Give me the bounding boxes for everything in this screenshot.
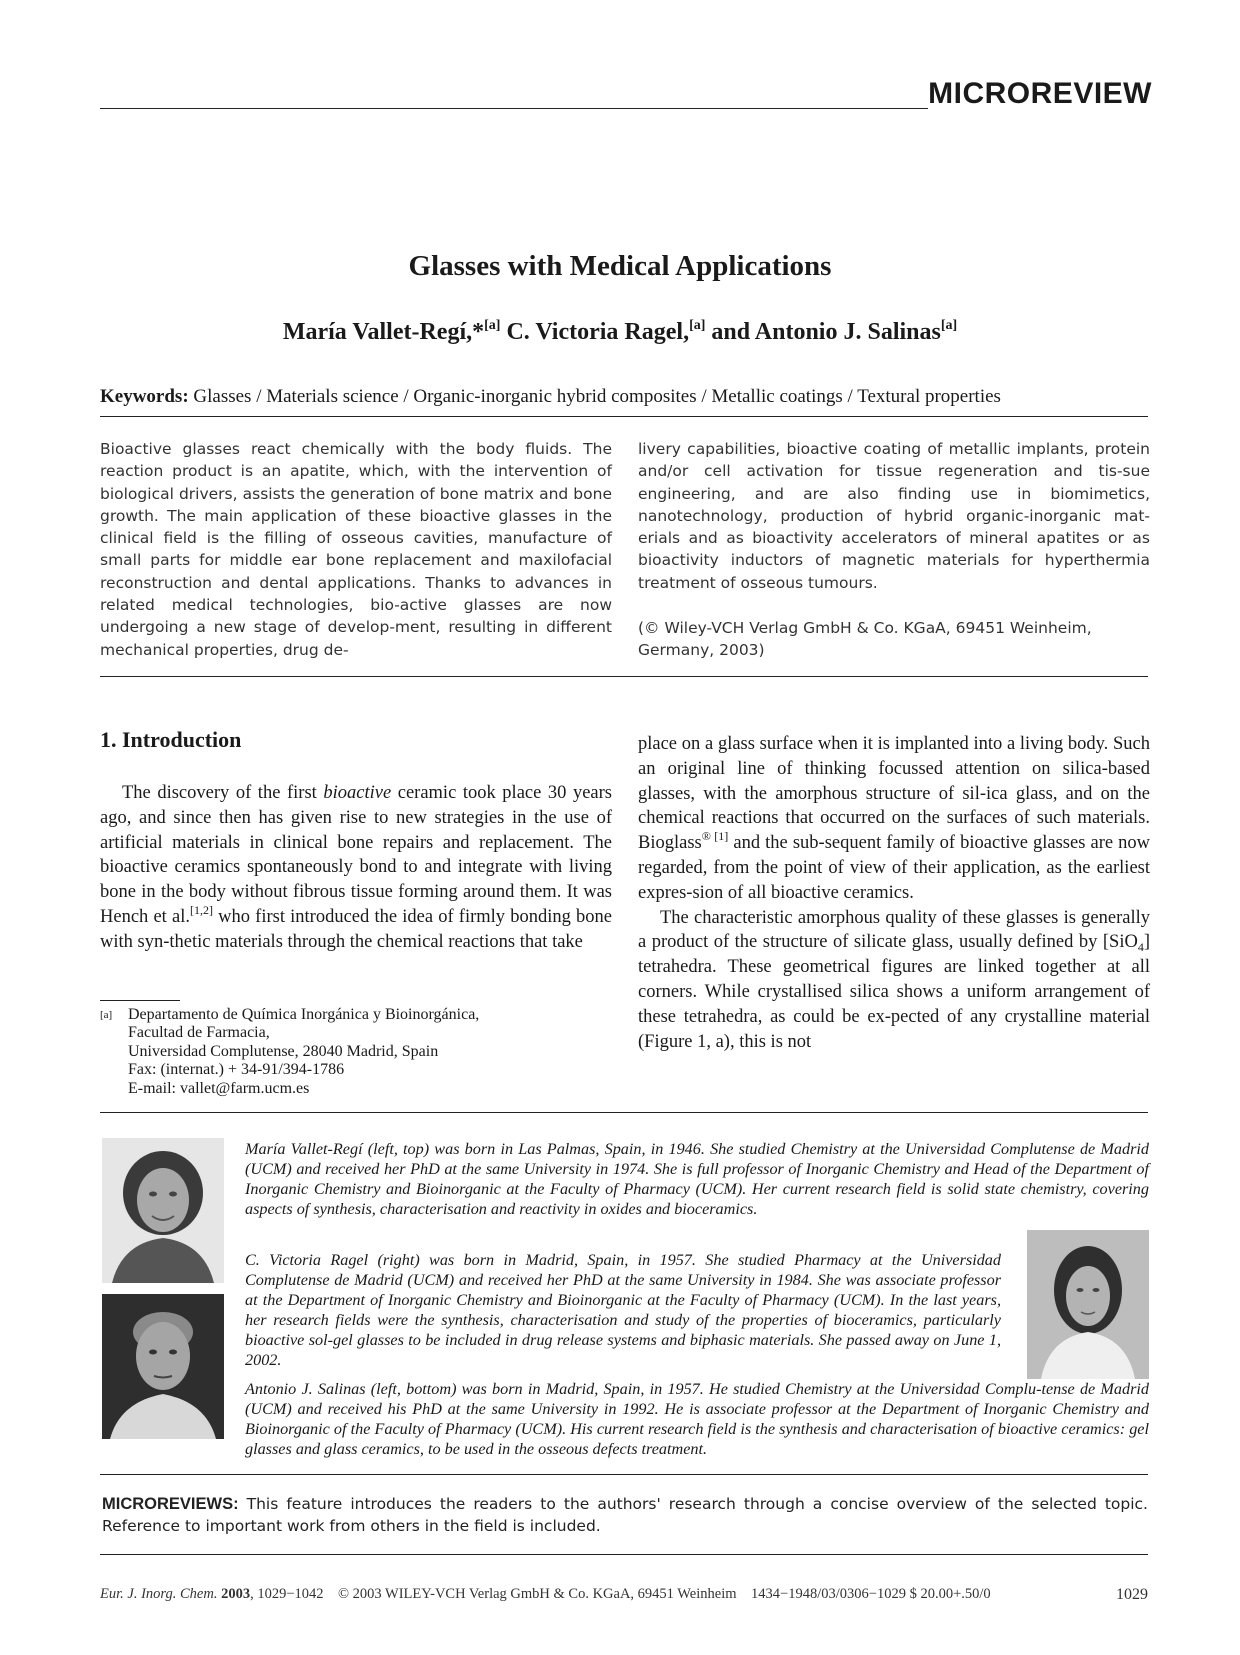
author-name: and Antonio J. Salinas — [705, 319, 941, 345]
author-name: C. Victoria Ragel, — [500, 319, 690, 345]
abstract-left-column: Bioactive glasses react chemically with the body fluids. The reaction product is an apatite, which, with the intervention of biological drivers, assists the generation of bone matrix and bone growth. The main application of these bioactive glasses in the clinical field is the filling of osseous cavities, manufacture of small parts for middle ear bone replacement and maxilofacial reconstruction and dental applications. Thanks to advances in related medical technologies, bio-active glasses are now undergoing a new stage of develop-ment, resulting in different mechanical properties, drug de- — [100, 440, 612, 659]
intro-right-column — [638, 732, 1150, 1054]
affiliation-footnote — [100, 1006, 612, 1098]
author-affiliation: [a] — [484, 318, 501, 333]
text-run: who first introduced the idea of firmly bonding bone with syn-thetic materials through the chemical reactions that take — [100, 906, 612, 952]
footer-copyright: © 2003 WILEY-VCH Verlag GmbH & Co. KGaA, 69451 Weinheim — [338, 1586, 737, 1602]
subscript: 4 — [1137, 940, 1144, 955]
abstract-bottom-rule — [100, 676, 1148, 677]
page-number: 1029 — [1116, 1586, 1148, 1603]
author-affiliation: [a] — [940, 318, 958, 333]
author-photo-salinas — [102, 1294, 224, 1439]
registered-mark: ® — [701, 829, 711, 844]
citation-ref: [1,2] — [189, 902, 213, 917]
text-run: The discovery of the first — [122, 783, 324, 803]
footnote-rule — [100, 1000, 180, 1001]
bios-top-rule — [100, 1112, 1148, 1113]
footnote-line: Departamento de Química Inorgánica y Bioinorgánica, — [128, 1006, 480, 1023]
abstract-top-rule — [100, 416, 1148, 417]
page-footer — [100, 1586, 1148, 1603]
author-photo-ragel — [1027, 1230, 1149, 1379]
footer-issn: 1434−1948/03/0306−1029 $ 20.00+.50/0 — [751, 1586, 991, 1602]
abstract-right-column: livery capabilities, bioactive coating of metallic implants, protein and/or cell activation for tissue regeneration and tis-sue engineering, and are also finding use in biomimetics, nanotechnology, production of hybrid organic-inorganic mat-erials and as bioactivity accelerators of mineral apatites or as bioactivity inductors of magnetic materials for hyperthermia treatment of osseous tumours. — [638, 440, 1150, 592]
author-bio: C. Victoria Ragel (right) was born in Madrid, Spain, in 1957. She studied Pharmacy at the Universidad Complutense de Madrid (UCM) and received her PhD at the same University in 1984. She was associate professor at the Department of Inorganic Chemistry and Bioinorganic at the Faculty of Pharmacy (UCM). In the last years, her research fields were the synthesis, characterisation and study of the properties of bioceramics, particularly bioactive sol-gel glasses to be included in drug release systems and biphasic materials. She passed away on June 1, 2002. — [245, 1251, 1001, 1369]
microreviews-label: MICROREVIEWS: — [102, 1495, 239, 1513]
author-bio: María Vallet-Regí (left, top) was born in Las Palmas, Spain, in 1946. She studied Chemistry at the Universidad Complutense de Madrid (UCM) and received her PhD at the same University in 1974. She is full professor of Inorganic Chemistry and Head of the Department of Inorganic Chemistry and Bioinorganic at the Faculty of Pharmacy (UCM). Her current research field is solid state chemistry, covering aspects of synthesis, characterisation and reactivity in oxides and bioceramics. — [245, 1140, 1149, 1218]
footnote-mark: [a] — [100, 1009, 113, 1021]
journal-name: Eur. J. Inorg. Chem. — [100, 1586, 218, 1602]
article-title: Glasses with Medical Applications — [408, 250, 832, 282]
keywords-text: Glasses / Materials science / Organic-inorganic hybrid composites / Metallic coatings / Textural properties — [193, 386, 1001, 407]
footnote-line: Facultad de Farmacia, — [128, 1024, 270, 1042]
footnote-line: Universidad Complutense, 28040 Madrid, Spain — [128, 1042, 439, 1060]
journal-year: 2003 — [221, 1586, 251, 1602]
microreviews-bottom-rule — [100, 1554, 1148, 1555]
keywords — [100, 386, 1150, 408]
keywords-label: Keywords: — [100, 386, 189, 407]
author-photo-vallet-regi — [102, 1138, 224, 1283]
text-run: The characteristic amorphous quality of these glasses is generally a product of the structure of silicate glass, usually defined by [SiO — [638, 907, 1150, 953]
journal-pages: , 1029−1042 — [250, 1586, 324, 1602]
footnote-line: Fax: (internat.) + 34-91/394-1786 — [128, 1061, 345, 1079]
citation-ref: [1] — [710, 829, 729, 844]
section-label: MICROREVIEW — [928, 77, 1152, 110]
abstract-copyright: (© Wiley-VCH Verlag GmbH & Co. KGaA, 69451 Weinheim, Germany, 2003) — [638, 619, 1092, 660]
section-heading: 1. Introduction — [100, 727, 242, 752]
microreviews-note — [102, 1493, 1148, 1538]
author-bio: Antonio J. Salinas (left, bottom) was born in Madrid, Spain, in 1957. He studied Chemistry at the Universidad Complu-tense de Madrid (UCM) and received his PhD at the same University in 1992. He is associate professor at the Department of Inorganic Chemistry and Bioinorganic of the Faculty of Pharmacy (UCM). His current research field is the synthesis and characterisation of bioactive ceramics: gel glasses and glass ceramics, to be used in the osseous defects treatment. — [245, 1380, 1149, 1458]
author-name: María Vallet-Regí,* — [282, 319, 485, 345]
paragraph — [638, 906, 1150, 1055]
footnote-email: E-mail: vallet@farm.ucm.es — [128, 1079, 310, 1097]
microreviews-top-rule — [100, 1474, 1148, 1475]
text-run: ] tetrahedra. These geometrical figures are linked together at all corners. While crystallised silica shows a uniform arrangement of these tetrahedra, as could be ex-pected of any crystalline material (Figure 1, a), this is not — [638, 932, 1150, 1052]
text-run: and the sub-sequent family of bioactive glasses are now regarded, from the point of view of their application, as the earliest expres-sion of all bioactive ceramics. — [638, 833, 1151, 903]
author-affiliation: [a] — [689, 318, 706, 333]
header-rule — [100, 108, 928, 109]
emphasis-text: bioactive — [323, 783, 392, 803]
author-list — [0, 318, 1240, 346]
text-run: ceramic took place 30 years ago, and since then has given rise to new strategies in the use of artificial materials in clinical bone repairs and replacement. The bioactive ceramics spontaneously bond to and integrate with living bone in the body without fibrous tissue forming around them. It was Hench et al. — [100, 783, 613, 927]
microreviews-text: This feature introduces the readers to the authors' research through a concise overview of the selected topic. Reference to important work from others in the field is included. — [102, 1495, 1148, 1536]
text-run: place on a glass surface when it is implanted into a living body. Such an original line of thinking focussed attention on silica-based glasses, with the amorphous structure of sil-ica glass, and on the chemical reactions that occurred on the surfaces of such materials. Bioglass — [638, 734, 1150, 854]
intro-left-column — [100, 781, 612, 955]
